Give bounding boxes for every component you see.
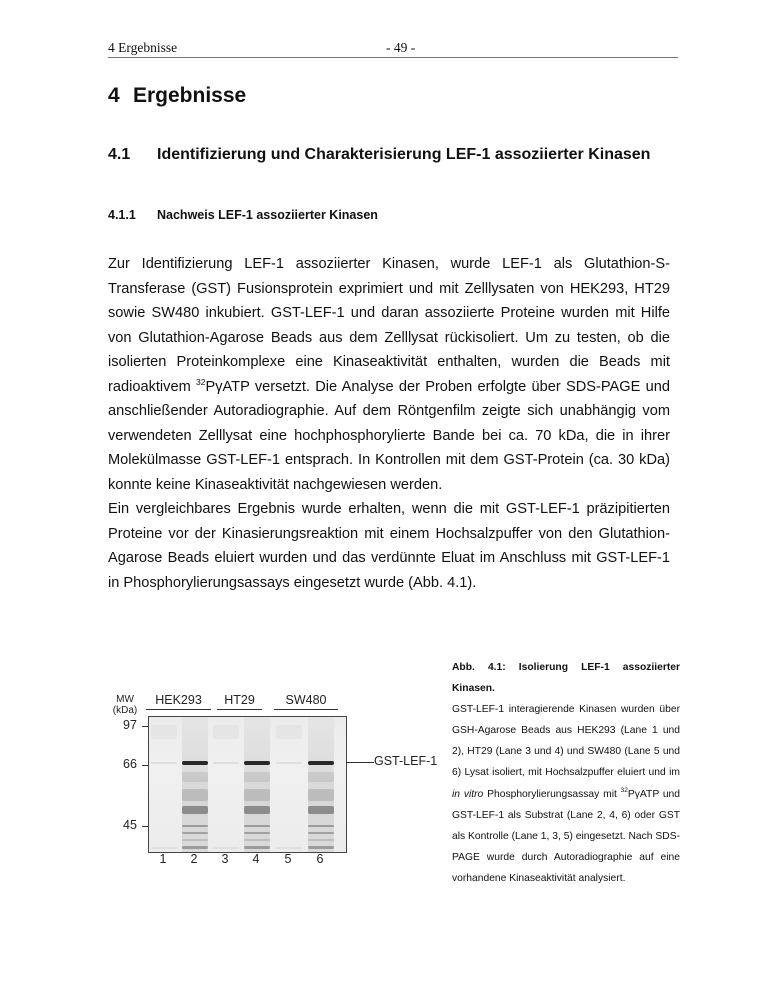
running-header-chapter: 4 Ergebnisse bbox=[108, 40, 178, 55]
phospho-band bbox=[182, 832, 208, 834]
phospho-band bbox=[308, 846, 334, 849]
phospho-band bbox=[182, 846, 208, 849]
faint-band bbox=[276, 725, 302, 739]
lane-number: 6 bbox=[316, 852, 324, 866]
phospho-band bbox=[244, 825, 270, 827]
gel-image bbox=[148, 716, 347, 853]
gst-lef1-band bbox=[182, 761, 208, 765]
smear-band bbox=[308, 789, 334, 801]
phospho-band bbox=[308, 839, 334, 841]
faint-band bbox=[213, 847, 239, 849]
chapter-number: 4 bbox=[108, 84, 120, 107]
lane-number: 4 bbox=[252, 852, 260, 866]
phospho-band bbox=[182, 839, 208, 841]
gel-lane bbox=[151, 717, 177, 852]
running-header bbox=[108, 40, 678, 58]
group-label: HEK293 bbox=[155, 693, 202, 707]
gel-lane bbox=[308, 717, 334, 852]
phospho-band bbox=[308, 825, 334, 827]
caption-text-a: GST-LEF-1 interagierende Kinasen wurden über GSH-Agarose Beads aus HEK293 (Lane 1 und 2), HT29 (Lane 3 und 4) und SW480 (Lane 5 und 6) Lysat isoliert, mit Hochsalzpuffer eluiert und im bbox=[452, 704, 680, 779]
group-underline bbox=[217, 709, 262, 710]
paragraph-1 bbox=[108, 252, 670, 497]
gel-lane bbox=[182, 717, 208, 852]
smear-band bbox=[244, 789, 270, 801]
mw-axis-label bbox=[108, 694, 142, 716]
gst-lef1-band bbox=[308, 761, 334, 765]
mw-marker-label: 45 bbox=[123, 818, 137, 832]
band-callout-label: GST-LEF-1 bbox=[374, 754, 438, 768]
gel-lane bbox=[213, 717, 239, 852]
phospho-band bbox=[244, 806, 270, 814]
figure-caption bbox=[452, 657, 680, 889]
subsection-title: Nachweis LEF-1 assoziierter Kinasen bbox=[157, 208, 378, 222]
mw-label-line1: MW bbox=[116, 694, 134, 705]
faint-band bbox=[213, 762, 239, 764]
phospho-band bbox=[182, 806, 208, 814]
phospho-band bbox=[244, 846, 270, 849]
body-text bbox=[108, 252, 670, 595]
band-callout-line bbox=[346, 762, 374, 763]
chapter-title: Ergebnisse bbox=[133, 84, 247, 107]
phospho-band bbox=[244, 832, 270, 834]
faint-band bbox=[276, 762, 302, 764]
subsection-number: 4.1.1 bbox=[108, 208, 136, 222]
lane-number: 1 bbox=[159, 852, 167, 866]
subsection-heading bbox=[108, 208, 378, 222]
faint-band bbox=[276, 847, 302, 849]
smear-band bbox=[308, 772, 334, 782]
gel-lane bbox=[244, 717, 270, 852]
phospho-band bbox=[182, 825, 208, 827]
faint-band bbox=[151, 725, 177, 739]
smear-band bbox=[244, 772, 270, 782]
group-underline bbox=[146, 709, 211, 710]
phospho-band bbox=[244, 839, 270, 841]
phospho-band bbox=[308, 806, 334, 814]
mw-label-line2: (kDa) bbox=[112, 705, 138, 716]
phospho-band bbox=[308, 832, 334, 834]
caption-superscript: 32 bbox=[620, 786, 628, 794]
group-label: SW480 bbox=[285, 693, 327, 707]
gst-lef1-band bbox=[244, 761, 270, 765]
paragraph-2: Ein vergleichbares Ergebnis wurde erhalten, wenn die mit GST-LEF-1 präzipitierten Proteine vor der Kinasierungsreaktion mit einem Hochsalzpuffer von den Glutathion-Agarose Beads eluiert wurden und das verdünnte Eluat im Anschluss mit GST-LEF-1 in Phosphorylierungsassays eingesetzt wurde (Abb. 4.1). bbox=[108, 501, 670, 591]
isotope-superscript: 32 bbox=[196, 376, 206, 387]
lane-number: 2 bbox=[190, 852, 198, 866]
faint-band bbox=[213, 725, 239, 739]
figure-gel-autoradiograph bbox=[108, 688, 453, 873]
section-title: Identifizierung und Charakterisierung LEF-1 assoziierter Kinasen bbox=[157, 146, 651, 163]
paragraph-1-part-b: PγATP versetzt. Die Analyse der Proben erfolgte über SDS-PAGE und anschließender Autoradiographie. Auf dem Röntgenfilm zeigte sich unabhängig vom verwendeten Zelllysat eine hochphosphorylierte Bande bei ca. 70 kDa, die in ihrer Molekülmasse GST-LEF-1 entsprach. In Kontrollen mit dem GST-Protein (ca. 30 kDa) konnte keine Kinaseaktivität nachgewiesen werden. bbox=[108, 378, 670, 493]
lane-number: 3 bbox=[221, 852, 229, 866]
smear-band bbox=[182, 789, 208, 801]
caption-text-b: Phosphorylierungsassay mit bbox=[483, 788, 621, 800]
group-underline bbox=[274, 709, 338, 710]
gel-lane bbox=[276, 717, 302, 852]
caption-title: Abb. 4.1: Isolierung LEF-1 assoziierter Kinasen. bbox=[452, 662, 680, 695]
faint-band bbox=[151, 847, 177, 849]
faint-band bbox=[151, 762, 177, 764]
mw-marker-label: 66 bbox=[123, 757, 137, 771]
group-label: HT29 bbox=[224, 693, 255, 707]
smear-band bbox=[182, 772, 208, 782]
page-number: - 49 - bbox=[386, 40, 416, 55]
lane-number: 5 bbox=[284, 852, 292, 866]
caption-italic: in vitro bbox=[452, 788, 484, 800]
section-number: 4.1 bbox=[108, 146, 131, 163]
mw-marker-label: 97 bbox=[123, 718, 137, 732]
chapter-heading bbox=[108, 84, 246, 108]
caption-text-c: PγATP und GST-LEF-1 als Substrat (Lane 2, 4, 6) oder GST als Kontrolle (Lane 1, 3, 5) eingesetzt. Nach SDS-PAGE wurde durch Autoradiographie auf eine vorhandene Kinaseaktivität analysiert. bbox=[452, 788, 680, 884]
paragraph-1-part-a: Zur Identifizierung LEF-1 assoziierter Kinasen, wurde LEF-1 als Glutathion-S-Transferase (GST) Fusionsprotein exprimiert und mit Zelllysaten von HEK293, HT29 sowie SW480 inkubiert. GST-LEF-1 und daran assoziierte Proteine wurden mit Hilfe von Glutathion-Agarose Beads aus dem Zelllysat rückisoliert. Um zu testen, ob die isolierten Proteinkomplexe eine Kinaseaktivität enthalten, wurden die Beads mit radioaktivem bbox=[108, 256, 670, 395]
